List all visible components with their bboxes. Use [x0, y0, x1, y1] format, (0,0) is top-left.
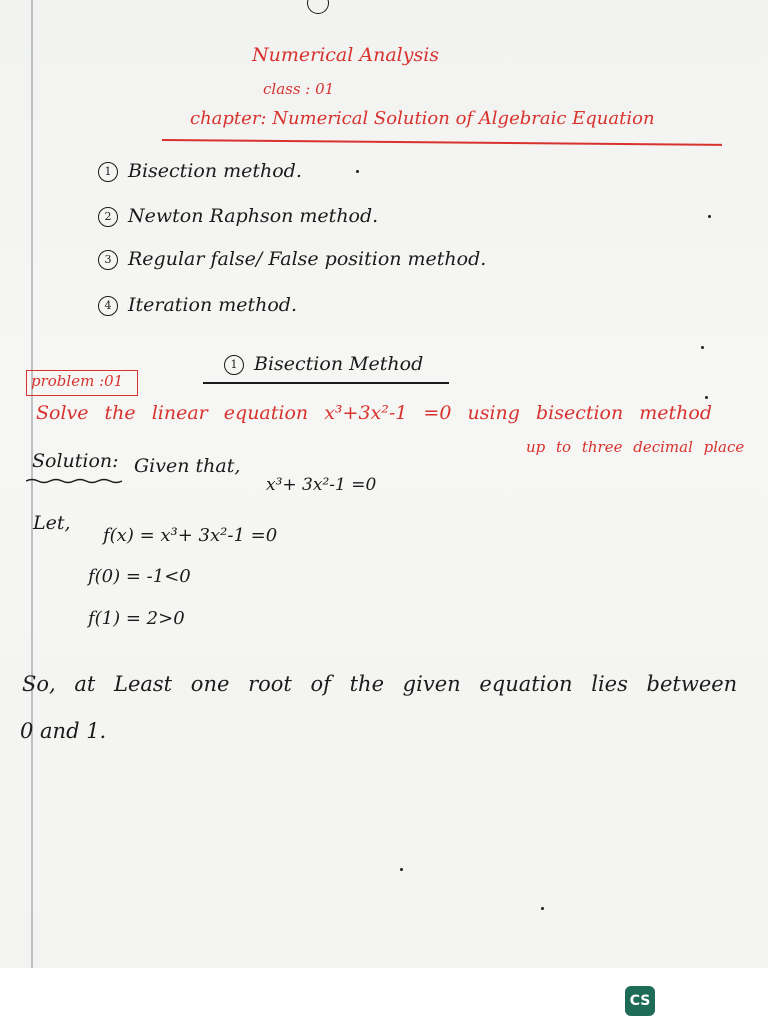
method-item-4	[98, 294, 297, 316]
ink-speck	[708, 215, 711, 218]
method-text: Bisection method.	[128, 160, 302, 182]
method-number: 1	[98, 162, 118, 182]
f-of-0: f(0) = -1<0	[88, 566, 191, 587]
method-number: 3	[98, 250, 118, 270]
method-text: Newton Raphson method.	[128, 205, 379, 227]
method-item-3	[98, 248, 486, 270]
method-text: Regular false/ False position method.	[128, 248, 487, 270]
ink-speck	[701, 346, 704, 349]
let-label: Let,	[33, 512, 71, 534]
section-number: 1	[224, 355, 244, 375]
chapter-underline	[162, 139, 722, 146]
problem-statement-cont: up to three decimal place	[526, 438, 745, 456]
section-heading-text: Bisection Method	[254, 353, 424, 375]
ink-speck	[400, 868, 403, 871]
chapter-heading: chapter: Numerical Solution of Algebraic Equation	[190, 108, 655, 129]
conclusion-line-1: So, at Least one root of the given equation lies between	[22, 672, 738, 696]
page-title: Numerical Analysis	[252, 44, 440, 66]
given-text: Given that,	[134, 455, 241, 477]
camscanner-logo: CS	[625, 986, 655, 1016]
ink-speck	[705, 396, 708, 399]
method-number: 2	[98, 207, 118, 227]
f-of-1: f(1) = 2>0	[88, 608, 185, 629]
class-label: class : 01	[263, 80, 335, 98]
method-item-1	[98, 160, 302, 182]
section-heading	[224, 353, 423, 375]
ink-speck	[541, 907, 544, 910]
section-underline	[203, 382, 449, 384]
method-number: 4	[98, 296, 118, 316]
problem-label: problem :01	[31, 372, 124, 390]
solution-underline	[26, 478, 124, 484]
problem-statement: Solve the linear equation x³+3x²-1 =0 using bisection method	[36, 402, 712, 424]
method-text: Iteration method.	[128, 294, 297, 316]
margin-line	[31, 0, 33, 968]
page-number-circle	[307, 0, 329, 14]
ink-speck	[356, 170, 359, 173]
method-item-2	[98, 205, 378, 227]
given-equation: x³+ 3x²-1 =0	[266, 475, 377, 495]
function-definition: f(x) = x³+ 3x²-1 =0	[103, 525, 278, 546]
conclusion-line-2: 0 and 1.	[20, 719, 107, 743]
solution-label: Solution:	[32, 450, 119, 472]
